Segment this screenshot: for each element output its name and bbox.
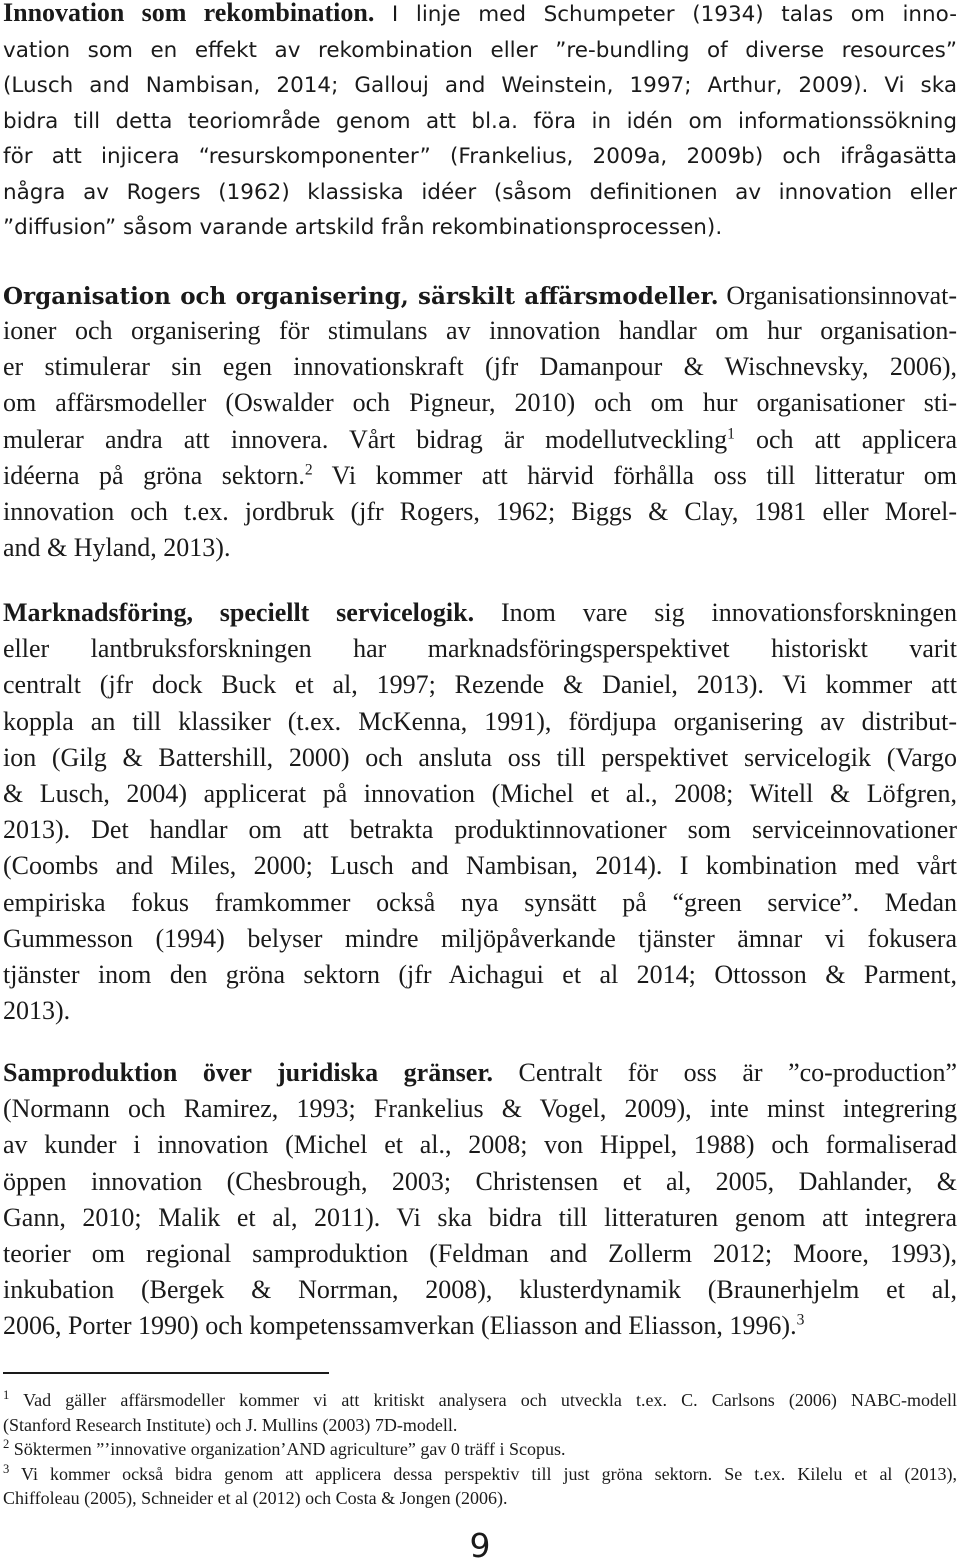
text-line: empiriska fokus framkommer också nya synsätt på “green service”. Medan [3,887,957,917]
section-first-line [3,278,957,316]
text-line-split [3,458,957,494]
section-first-line [3,0,957,33]
text-line: 2013). Det handlar om att betrakta produktinnovationer som serviceinnovationer [3,815,957,845]
footnote-mark: 1 [3,1388,10,1402]
text-line: teorier om regional samproduktion (Feldman and Zollerm 2012; Moore, 1993), [3,1239,957,1269]
footnote-1-cont: (Stanford Research Institute) och J. Mullins (2003) 7D-modell. [3,1414,458,1435]
text-line: om affärsmodeller (Oswalder och Pigneur, 2010) och om hur organisationer sti- [3,388,957,418]
footnote-text: Vi kommer också bidra genom att applicera dessa perspektiv till just gröna sektorn. Se t.ex. Kilelu et al (2013), [9,1463,957,1484]
footnote-1 [3,1388,957,1413]
footnote-divider [3,1372,329,1374]
text-line: bidra till detta teoriområde genom att bl.a. [3,108,518,134]
text-line: (Normann och Ramirez, 1993; Frankelius & Vogel, 2009), inte minst integrering [3,1094,957,1124]
text-line: I linje med Schumpeter (1934) talas om inno- [374,2,957,27]
text-line: ”diffusion” såsom varande artskild från rekombinationsprocessen). [3,215,723,240]
page-number: 9 [469,1526,491,1565]
text-line: 2006, Porter 1990) och kompetenssamverkan (Eliasson and Eliasson, 1996). [3,1311,797,1341]
text-line: idéerna på gröna sektorn. [3,460,305,490]
text-line: er stimulerar sin egen innovationskraft (jfr Damanpour & Wischnevsky, 2006), [3,352,957,382]
section-organisation-body [3,313,957,566]
text-line-tail: Organisationsinnovat- [718,281,957,310]
text-line: & Lusch, 2004) applicerat på innovation (Michel et al., 2008; Witell & Löfgren, [3,779,957,809]
text-line: mulerar andra att innovera. Vårt bidrag är modellutveckling [3,424,728,454]
text-line: centralt (jfr dock Buck et al, 1997; Rezende & Daniel, 2013). Vi kommer att [3,670,957,700]
section-samproduktion [3,1055,957,1345]
section-first-line [3,595,957,631]
text-line-tail: Centralt för oss är ”co-production” [492,1058,957,1087]
text-line: några av Rogers (1962) klassiska idéer (såsom definitionen av innovation eller [3,179,957,205]
footnote-mark: 2 [3,1437,10,1451]
section-marknadsforing [3,595,957,1029]
text-line: (Lusch and Nambisan, 2014; Gallouj and Weinstein, 1997; Arthur, 2009). Vi ska [3,73,957,98]
footnote-2 [3,1437,957,1462]
footnotes [3,1388,957,1511]
text-line: eller lantbruksforskningen har marknadsföringsperspektivet historiskt varit [3,634,957,664]
text-line-tail: föra in idén om informationssökning [517,108,957,134]
text-line: 2013). [3,996,71,1026]
section-heading: Samproduktion över juridiska gränser. [3,1058,493,1087]
text-line-tail: och att applicera [734,424,958,454]
text-line: inkubation (Bergek & Norrman, 2008), klusterdynamik (Braunerhjelm et al, [3,1275,957,1305]
text-line-split [3,1308,957,1344]
text-line-tail: Inom vare sig innovationsforskningen [474,598,957,627]
text-line: öppen innovation (Chesbrough, 2003; Christensen et al, 2005, Dahlander, & [3,1166,957,1196]
text-line: av kunder i innovation (Michel et al., 2008; von Hippel, 1988) och formaliserad [3,1130,957,1160]
text-line: tjänster inom den gröna sektorn (jfr Aichagui et al 2014; Ottosson & Parment, [3,960,957,990]
section-innovation-rekombination [3,0,957,246]
section-heading: Innovation som rekombination. [3,0,375,27]
text-line: and & Hyland, 2013). [3,533,231,563]
footnote-text: Söktermen ”’innovative organization’AND agriculture” gav 0 träff i Scopus. [9,1439,566,1459]
text-line-split [3,104,957,140]
footnote-ref[interactable]: 1 [727,424,735,442]
footnote-ref[interactable]: 3 [796,1311,805,1329]
section-organisation [3,278,957,316]
footnote-text: Vad gäller affärsmodeller kommer vi att kritiskt analysera och utveckla t.ex. C. Carlsons (2006) NABC-modell [9,1390,957,1410]
section-first-line [3,1055,957,1091]
text-line-tail: Vi kommer att härvid förhålla oss till litteratur om [312,460,957,490]
text-line: för att injicera “resurskomponenter” (Frankelius, 2009a, 2009b) och ifrågasätta [3,144,957,169]
text-line: (Coombs and Miles, 2000; Lusch and Nambisan, 2014). I kombination med vårt [3,851,957,881]
footnote-mark: 3 [3,1461,10,1476]
footnote-ref[interactable]: 2 [304,461,313,479]
text-line: koppla an till klassiker (t.ex. McKenna, 1991), fördjupa organisering av distribut- [3,706,957,736]
footnote-3 [3,1462,957,1487]
footnote-3-cont: Chiffoleau (2005), Schneider et al (2012) och Costa & Jongen (2006). [3,1488,508,1508]
text-line: ion (Gilg & Battershill, 2000) och ansluta oss till perspektivet servicelogik (Vargo [3,742,957,772]
text-line: innovation och t.ex. jordbruk (jfr Rogers, 1962; Biggs & Clay, 1981 eller Morel- [3,497,957,527]
section-heading: Marknadsföring, speciellt servicelogik. [3,598,475,627]
text-line: Gummesson (1994) belyser mindre miljöpåverkande tjänster ämnar vi fokusera [3,923,957,953]
text-line: vation som en effekt av rekombination eller ”re-bundling of diverse resources” [3,37,957,63]
text-line: ioner och organisering för stimulans av innovation handlar om hur organisation- [3,316,957,345]
text-line: Gann, 2010; Malik et al, 2011). Vi ska bidra till litteraturen genom att integrera [3,1202,957,1232]
section-heading: Organisation och organisering, särskilt affärsmodeller. [3,283,719,310]
text-line-split [3,422,957,458]
